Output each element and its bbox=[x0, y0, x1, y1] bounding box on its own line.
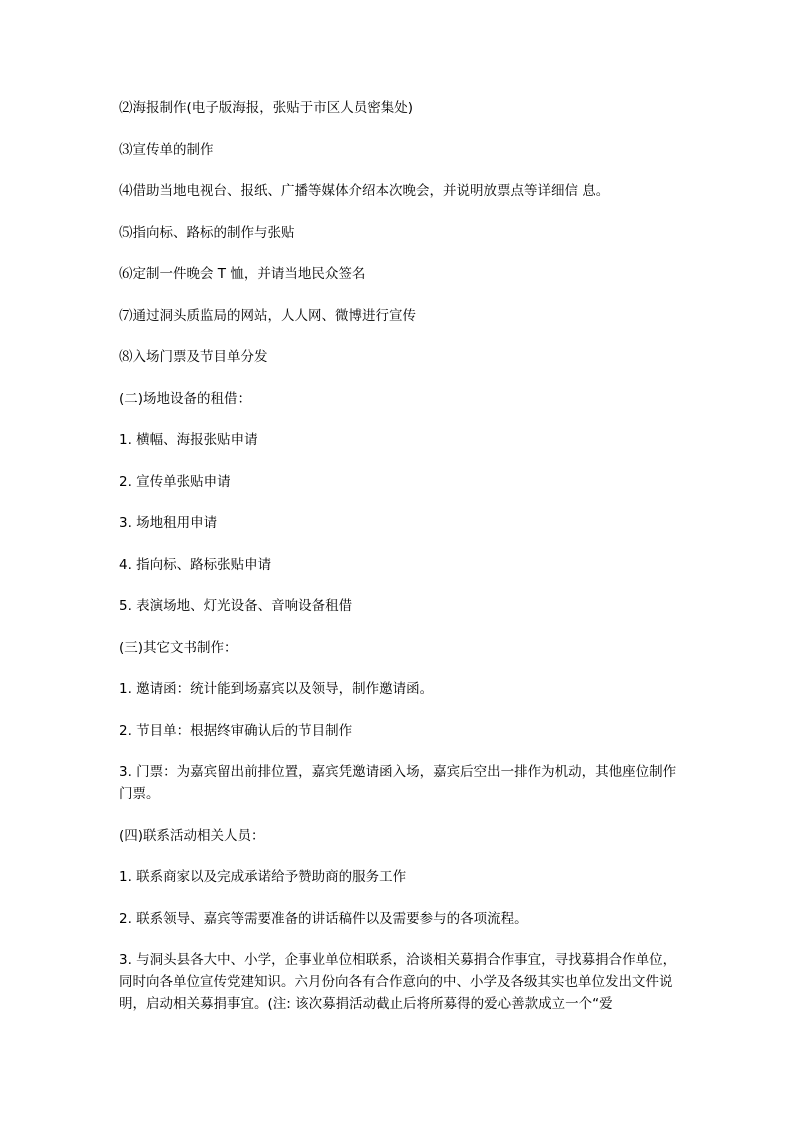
list-item-ticket: 3. 门票：为嘉宾留出前排位置，嘉宾凭邀请函入场，嘉宾后空出一排作为机动，其他座位制作门票。 bbox=[119, 764, 677, 802]
paragraph-leaflet: ⑶宣传单的制作 bbox=[119, 141, 214, 158]
list-item-program: 2. 节目单：根据终审确认后的节目制作 bbox=[119, 722, 353, 739]
paragraph-poster: ⑵海报制作(电子版海报，张贴于市区人员密集处) bbox=[119, 100, 414, 116]
list-item-invitation: 1. 邀请函：统计能到场嘉宾以及领导，制作邀请函。 bbox=[119, 681, 434, 697]
section-heading-contacts: (四)联系活动相关人员： bbox=[119, 827, 265, 844]
list-item-schools: 3. 与洞头县各大中、小学，企事业单位相联系，洽谈相关募捐合作事宜，寻找募捐合作单位，同时向各单位宣传党建知识。六月份向各有合作意向的中、小学及各级其实也单位发出文件说明，启动相关募捐事宜。(注: 该次募捐活动截止后将所募得的爱心善款成立一个“爱 bbox=[119, 952, 677, 1012]
paragraph-online: ⑺通过洞头质监局的网站，人人网、微博进行宣传 bbox=[119, 307, 416, 324]
list-item-sponsors: 1. 联系商家以及完成承诺给予赞助商的服务工作 bbox=[119, 869, 407, 885]
list-item-leaflet: 2. 宣传单张贴申请 bbox=[119, 473, 231, 490]
paragraph-tshirt: ⑹定制一件晚会 T 恤，并请当地民众签名 bbox=[119, 266, 366, 282]
list-item-leaders: 2. 联系领导、嘉宾等需要准备的讲话稿件以及需要参与的各项流程。 bbox=[119, 910, 528, 927]
paragraph-signs: ⑸指向标、路标的制作与张贴 bbox=[119, 224, 295, 241]
section-heading-documents: (三)其它文书制作： bbox=[119, 639, 238, 656]
list-item-signs: 4. 指向标、路标张贴申请 bbox=[119, 556, 272, 573]
list-item-equipment: 5. 表演场地、灯光设备、音响设备租借 bbox=[119, 598, 353, 614]
list-item-venue-rent: 3. 场地租用申请 bbox=[119, 515, 218, 531]
paragraph-media: ⑷借助当地电视台、报纸、广播等媒体介绍本次晚会，并说明放票点等详细信 息。 bbox=[119, 183, 610, 199]
document-body bbox=[119, 97, 679, 1035]
list-item-banner: 1. 横幅、海报张贴申请 bbox=[119, 432, 258, 448]
paragraph-tickets: ⑻入场门票及节目单分发 bbox=[119, 349, 268, 365]
section-heading-venue: (二)场地设备的租借： bbox=[119, 390, 252, 407]
